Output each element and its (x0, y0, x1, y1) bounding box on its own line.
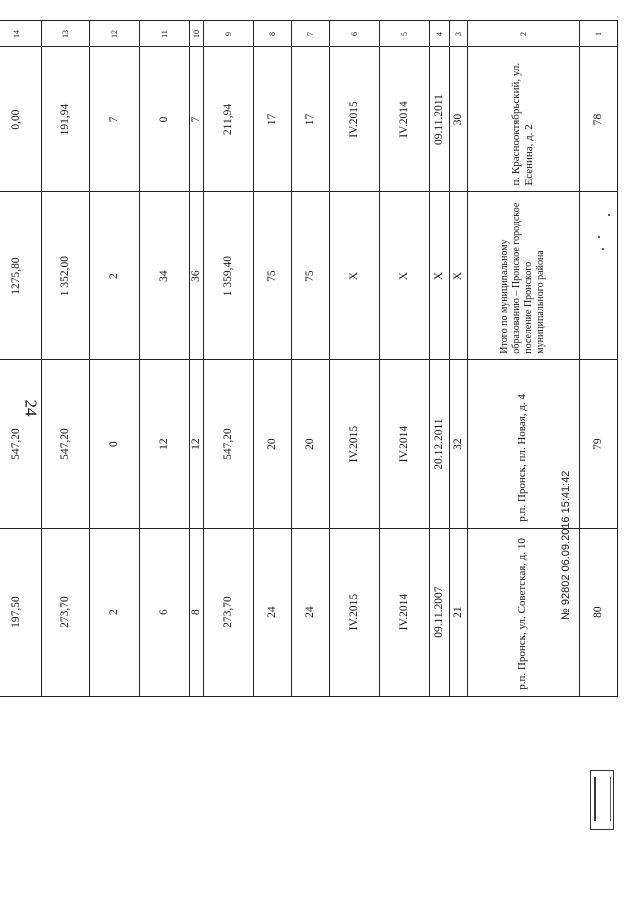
value-cell: IV.2014 (380, 528, 430, 696)
value-cell (580, 192, 618, 360)
value-cell: 09.11.2011 (430, 47, 450, 192)
value-cell: 17 (254, 47, 292, 192)
value-cell: 547,20 (0, 360, 42, 528)
housing-table (0, 20, 618, 865)
column-number: 4 (430, 21, 450, 47)
value-cell: IV.2014 (380, 47, 430, 192)
value-cell: IV.2015 (330, 47, 380, 192)
value-cell: X (430, 192, 450, 360)
value-cell: 17 (292, 47, 330, 192)
value-cell: 273,70 (42, 528, 90, 696)
column-number: 2 (468, 21, 580, 47)
library-stamp (590, 770, 614, 830)
table-band-7 (292, 21, 330, 865)
value-cell: 547,20 (204, 360, 254, 528)
value-cell: 24 (254, 528, 292, 696)
value-cell: 1275,80 (0, 192, 42, 360)
value-cell: 21 (450, 528, 468, 696)
value-cell: 79 (580, 360, 618, 528)
value-cell: IV.2015 (330, 528, 380, 696)
table-band-10 (190, 21, 204, 865)
value-cell: 191,94 (42, 47, 90, 192)
scan-speck (602, 248, 604, 250)
value-cell: 0,00 (0, 47, 42, 192)
table-band-5 (380, 21, 430, 865)
value-cell: 20 (292, 360, 330, 528)
page-number: 24 (21, 399, 41, 417)
value-cell: 09.11.2007 (430, 528, 450, 696)
table-band-13 (42, 21, 90, 865)
value-cell: IV.2014 (380, 360, 430, 528)
column-number: 12 (90, 21, 140, 47)
table-band-4 (430, 21, 450, 865)
housing-table-frame (10, 20, 618, 865)
value-cell: 24 (292, 528, 330, 696)
table-band-12 (90, 21, 140, 865)
column-number: 8 (254, 21, 292, 47)
table-band-14 (0, 21, 42, 865)
value-cell: 1 352,00 (42, 192, 90, 360)
column-number: 1 (580, 21, 618, 47)
scan-speck (598, 236, 600, 238)
value-cell: 2 (90, 528, 140, 696)
registration-stamp: № 92802 06.09.2016 15:41:42 (560, 470, 572, 620)
table-band-11 (140, 21, 190, 865)
value-cell: 2 (90, 192, 140, 360)
column-number: 3 (450, 21, 468, 47)
value-cell: 12 (140, 360, 190, 528)
column-number: 6 (330, 21, 380, 47)
value-cell: 75 (254, 192, 292, 360)
value-cell: 6 (140, 528, 190, 696)
address-cell: р.п. Пронск, пл. Новая, д. 4 (468, 360, 580, 528)
table-band-3 (450, 21, 468, 865)
value-cell: X (330, 192, 380, 360)
column-number: 5 (380, 21, 430, 47)
column-number: 11 (140, 21, 190, 47)
value-cell: 1 359,40 (204, 192, 254, 360)
value-cell: 20.12.2011 (430, 360, 450, 528)
value-cell: 7 (190, 47, 204, 192)
address-cell: п. Краснооктябрьский, ул. Есенина, д. 2 (468, 47, 580, 192)
table-band-9 (204, 21, 254, 865)
value-cell: 32 (450, 360, 468, 528)
value-cell: 0 (90, 360, 140, 528)
column-number: 10 (190, 21, 204, 47)
scan-speck (608, 214, 610, 216)
table-band-8 (254, 21, 292, 865)
table-band-1 (580, 21, 618, 865)
value-cell: 8 (190, 528, 204, 696)
column-number: 13 (42, 21, 90, 47)
value-cell: 273,70 (204, 528, 254, 696)
value-cell: 80 (580, 528, 618, 696)
column-number: 14 (0, 21, 42, 47)
table-band-6 (330, 21, 380, 865)
column-number: 9 (204, 21, 254, 47)
value-cell: X (450, 192, 468, 360)
value-cell: 78 (580, 47, 618, 192)
value-cell: IV.2015 (330, 360, 380, 528)
value-cell: X (380, 192, 430, 360)
value-cell: 211,94 (204, 47, 254, 192)
value-cell: 7 (90, 47, 140, 192)
value-cell: 36 (190, 192, 204, 360)
address-cell: Итого по муниципальному образованию – Пронское городское поселение Пронского муниципального района (468, 192, 580, 360)
value-cell: 197,50 (0, 528, 42, 696)
value-cell: 20 (254, 360, 292, 528)
value-cell: 75 (292, 192, 330, 360)
value-cell: 34 (140, 192, 190, 360)
address-cell: р.п. Пронск, ул. Советская, д. 10 (468, 528, 580, 696)
value-cell: 547,20 (42, 360, 90, 528)
table-band-2 (468, 21, 580, 865)
value-cell: 12 (190, 360, 204, 528)
value-cell: 30 (450, 47, 468, 192)
column-number: 7 (292, 21, 330, 47)
value-cell: 0 (140, 47, 190, 192)
